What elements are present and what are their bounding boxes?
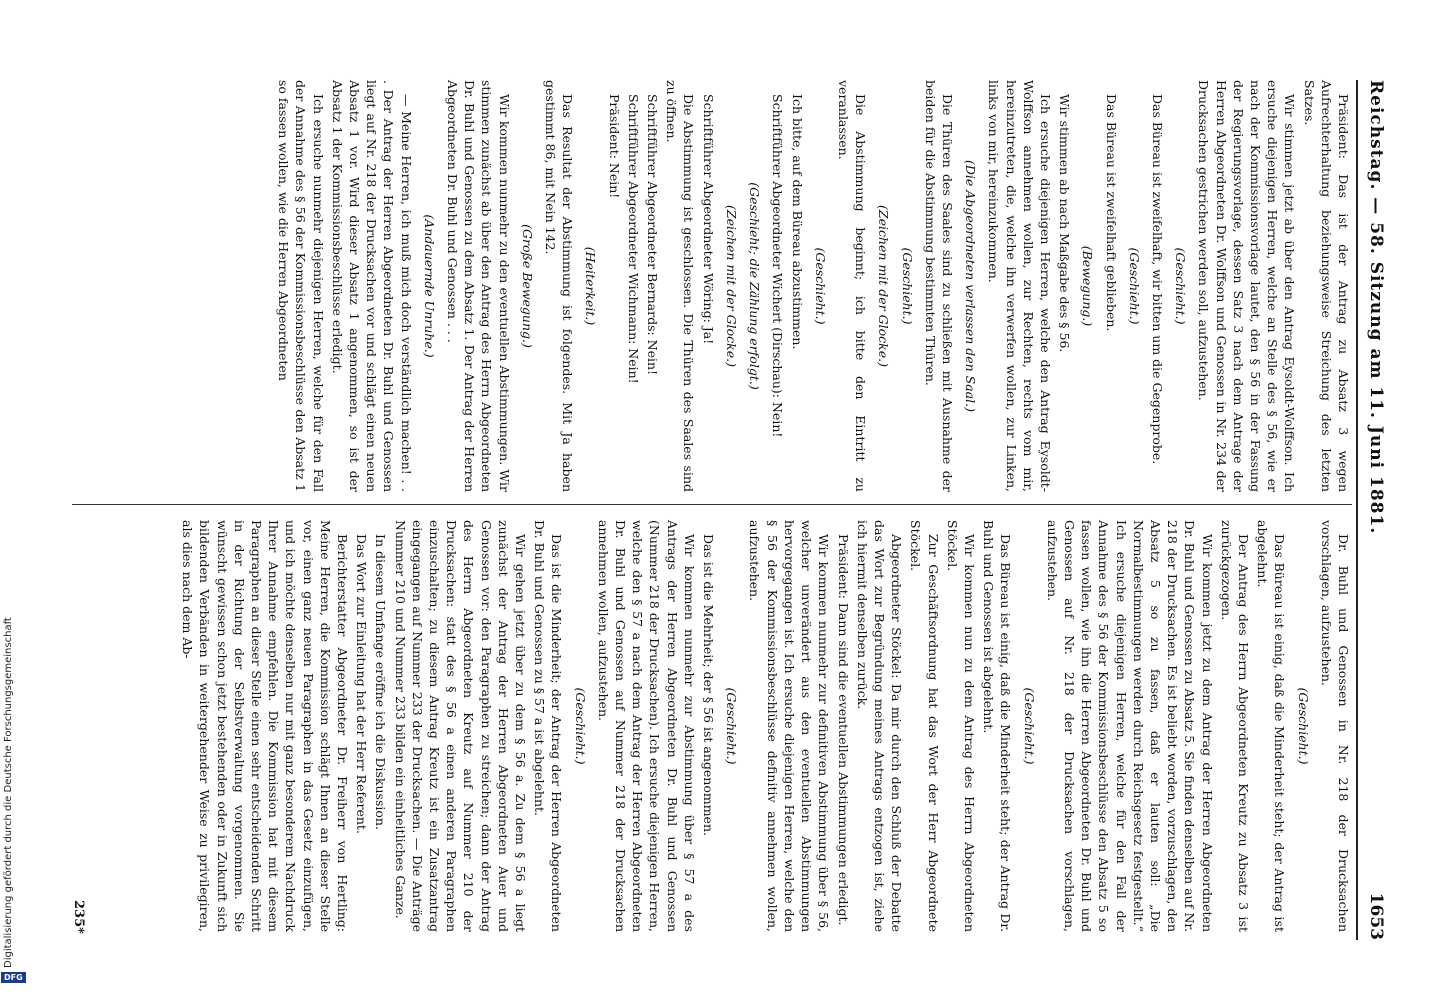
paragraph: Schriftführer Abgeordneter Wichmann: Nein! [625, 94, 641, 384]
paragraph: Das Wort zur Einleitung hat der Herr Referent. [354, 534, 370, 834]
paragraph: Zur Geschäftsordnung hat das Wort der Herr Abgeordnete Stöckel. [908, 520, 941, 932]
paragraph: Präsident: Das ist der Antrag zu Absatz 3 wegen Aufrechterhaltung beziehungsweise Streichung des letzten Satzes. [1301, 80, 1351, 492]
header-title: Reichstag. — 58. Sitzung am 11. Juni 1881. [1366, 80, 1386, 535]
paragraph: Wir stimmen jetzt ab über den Antrag Eysoldt-Wolffson. Ich ersuche diejenigen Herren, welche an Stelle des § 56, wie er nach der Kommissionsvorlage lautet, den § 56 in der Fassung der Regierungsvorlage, dessen Satz 3 nach dem Antrage der Herren Abgeordneten Dr. Wolffson und Genossen in Nr. 234 der Drucksachen gestrichen werden soll, aufzustehen. [1196, 80, 1298, 492]
right-column [177, 520, 1352, 932]
paragraph: Wir stimmen ab nach Maßgabe des § 56. [1057, 94, 1073, 353]
signature-mark: 235* [71, 900, 86, 934]
stage-direction: (Geschieht.) [572, 687, 588, 765]
paragraph: Wir kommen jetzt zu dem Antrag der Herren Abgeordneten Dr. Buhl und Genossen zu Absatz 5. Sie finden denselben auf Nr. 218 der Drucksachen. Es ist beliebt worden, vorzuschlagen, den Absatz 5 so zu fassen, daß er lauten soll: „Die Normalbestimmungen werden durch Reichsgesetz festgestellt.“ Ich ersuche diejenigen Herren, welche für den Fall der Annahme des § 56 der Kommissionsbeschlüsse den Absatz 5 so fassen wollen, wie ihn die Herren Abgeordneten Dr. Buhl und Genossen auf Nr. 218 der Drucksachen vorschlagen, aufzustehen. [1044, 520, 1215, 932]
paragraph: Die Thüren des Saales sind zu schließen mit Ausnahme der beiden für die Abstimmung bestimmten Thüren. [922, 80, 955, 492]
paragraph: Ich ersuche diejenigen Herren, welche den Antrag Eysoldt-Wolffson annehmen wollen, zur Rechten, rechts vom mir, hereinzutreten, die, welche ihn verwerfen wollen, zur Linken, links von mir, hereinzukommen. [986, 80, 1053, 492]
stage-direction: (Zeichen mit der Glocke.) [723, 205, 739, 367]
paragraph: Ich ersuche nunmehr diejenigen Herren, welche für den Fall der Annahme des § 56 der Kommissionsbeschlüsse den Absatz 1 so fassen wollen, wie die Herren Abgeordneten [276, 80, 326, 492]
paragraph: Das Büreau ist einig, daß die Minderheit steht; der Antrag Dr. Buhl und Genossen ist abgelehnt. [981, 520, 1014, 932]
paragraph: Wir kommen nunmehr zur definitiven Abstimmung über § 56, welcher unverändert aus den eventuellen Abstimmungen hervorgegangen ist. Ich ersuche diejenigen Herren, welche den § 56 der Kommissionsbeschlüsse definitiv annehmen wollen, aufzustehen. [747, 520, 832, 932]
column-divider [72, 504, 1352, 505]
stage-direction: (Heiterkeit.) [583, 246, 599, 326]
paragraph: Dr. Buhl und Genossen in Nr. 218 der Drucksachen vorschlagen, aufzustehen. [1318, 520, 1351, 932]
page-number: 1653 [1366, 892, 1386, 940]
stage-direction: (Die Abgeordneten verlassen den Saal.) [963, 160, 979, 412]
paragraph: Berichterstatter Abgeordneter Dr. Freiherr von Hertling: Meine Herren, die Kommission schlägt Ihnen an dieser Stelle vor, einen ganz neuen Paragraphen in das Gesetz einzufügen, und ich möchte denselben nur mit ganz besonderem Nachdruck Ihrer Annahme empfehlen. Die Kommission hat mit diesem Paragraphen an dieser Stelle einen sehr entscheidenden Schritt in der Richtung der Selbstverwaltung vorgenommen. Sie wünscht gewissen schon jetzt bestehenden oder in Zukunft sich bildenden Verbänden in weitergehender Weise zu privilegiren, als dies nach dem Ab- [180, 520, 351, 932]
paragraph: Abgeordneter Stöckel: Da mir durch den Schluß der Debatte das Wort zur Begründung meines Antrags entzogen ist, ziehe ich hiermit denselben zurück. [854, 520, 905, 932]
left-column [273, 80, 1352, 492]
paragraph: Wir kommen nun zu dem Antrag des Herrn Abgeordneten Stöckel. [944, 520, 977, 932]
stage-direction: (Bewegung.) [1080, 245, 1096, 327]
stage-direction: (Geschieht.) [812, 247, 828, 325]
paragraph: Das Büreau ist zweifelhaft, wir bitten um die Gegenprobe. [1149, 94, 1165, 465]
page-header [1356, 80, 1394, 940]
paragraph: Das Büreau ist einig, daß die Minderheit steht; der Antrag ist abgelehnt. [1255, 520, 1288, 932]
stage-direction: (Geschieht.) [1021, 687, 1037, 765]
paragraph: Wir kommen nunmehr zur Abstimmung über § 57 a des Antrags der Herren Abgeordneten Dr. Buhl und Genossen (Nummer 218 der Drucksachen). Ich ersuche diejenigen Herren, welche den § 57 a nach dem Antrag der Herren Abgeordneten Dr. Buhl und Genossen auf Nummer 218 der Drucksachen annehmen wollen, aufzustehen. [595, 520, 697, 932]
digitization-credit [3, 617, 14, 968]
paragraph: Schriftführer Abgeordneter Wöring: Ja! [700, 94, 716, 345]
stage-direction: (Große Bewegung.) [519, 224, 535, 348]
paragraph: Präsident: Dann sind die eventuellen Abstimmungen erledigt. [835, 534, 851, 926]
stage-direction: (Andauernde Unruhe.) [421, 214, 437, 358]
paragraph: Die Abstimmung ist geschlossen. Die Thüren des Saales sind zu öffnen. [664, 80, 697, 492]
paragraph: Das Resultat der Abstimmung ist folgendes. Mit Ja haben gestimmt 86, mit Nein 142. [543, 80, 576, 492]
credit-text: Digitalisierung gefördert durch die Deutsche Forschungsgemeinschaft [3, 617, 14, 968]
stage-direction: (Geschieht; die Zählung erfolgt.) [747, 182, 763, 390]
paragraph: — Meine Herren, ich muß mich doch verständlich machen! . . . Der Antrag der Herren Abgeordneten Dr. Buhl und Genossen liegt auf Nr. 218 der Drucksachen vor und schlägt einen neuen Absatz 1 vor. Wird dieser Absatz 1 angenommen, so ist der Absatz 1 der Kommissionsbeschlüsse erledigt. [329, 80, 414, 492]
stage-direction: (Zeichen mit der Glocke.) [876, 205, 892, 367]
stage-direction: (Geschieht.) [1295, 687, 1311, 765]
paragraph: Der Antrag des Herrn Abgeordneten Kreutz zu Absatz 3 ist zurückgezogen. [1218, 520, 1251, 932]
paragraph: Das ist die Minderheit; der Antrag der Herren Abgeordneten Dr. Buhl und Genossen zu § 57 a ist abgelehnt. [532, 520, 565, 932]
dfg-logo: DFG [1, 972, 26, 983]
stage-direction: (Geschieht.) [1173, 247, 1189, 325]
stage-direction: (Geschieht.) [724, 687, 740, 765]
stage-direction: (Geschieht.) [899, 247, 915, 325]
paragraph: Schriftführer Abgeordneter Wichert (Dirschau): Nein! [770, 94, 786, 438]
stage-direction: (Geschieht.) [1126, 247, 1142, 325]
paragraph: Wir gehen jetzt über zu dem § 56 a. Zu dem § 56 a liegt zunächst der Antrag der Herren Abgeordneten Auer und Genossen vor: den Paragraphen zu streichen; dann der Antrag des Herrn Abgeordneten Kreutz auf Nummer 210 der Drucksachen: statt des § 56 a einen anderen Paragraphen einzuschalten; zu diesem Antrag Kreutz ist ein Zusatzantrag eingegangen auf Nummer 233 der Drucksachen. — Die Anträge Nummer 210 und Nummer 233 bilden ein einheitliches Ganze. [392, 520, 529, 932]
paragraph: In diesem Umfange eröffne ich die Diskussion. [373, 534, 389, 830]
paragraph: Ich bitte, auf dem Büreau abzustimmen. [789, 94, 805, 350]
paragraph: Präsident: Nein! [606, 94, 622, 199]
paragraph: Das ist die Mehrheit; der § 56 ist angenommen. [701, 534, 717, 836]
paragraph: Die Abstimmung beginnt; ich bitte den Eintritt zu veranlassen. [835, 80, 869, 492]
paragraph: Schriftführer Abgeordneter Bernards: Nein! [645, 94, 661, 376]
paragraph: Das Büreau ist zweifelhaft geblieben. [1103, 94, 1119, 332]
paragraph: Wir kommen nunmehr zu den eventuellen Abstimmungen. Wir stimmen zunächst ab über den Antrag des Herrn Abgeordneten Dr. Buhl und Genossen zu dem Absatz 1. Der Antrag der Herren Abgeordneten Dr. Buhl und Genossen . . . [445, 80, 512, 492]
